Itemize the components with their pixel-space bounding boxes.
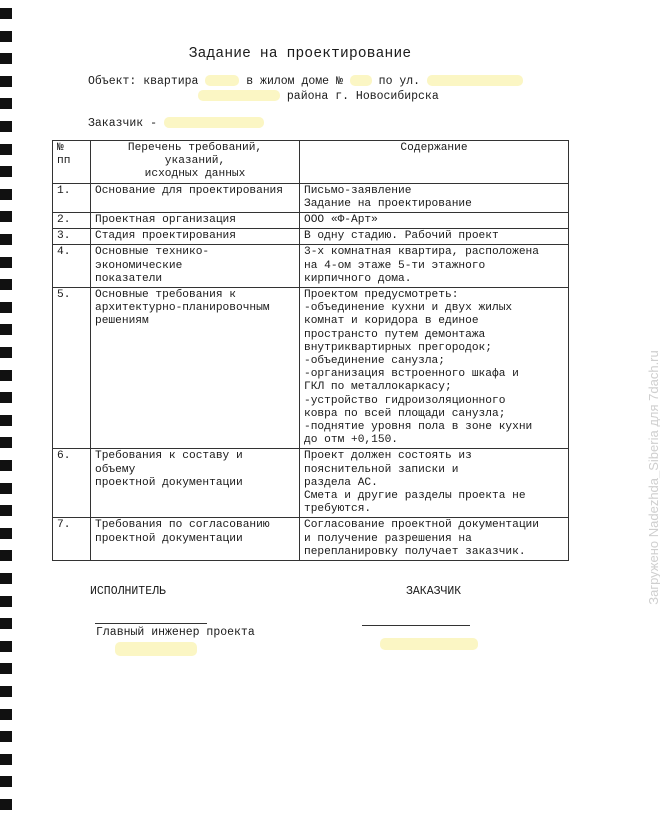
- document-title: Задание на проектирование: [188, 46, 412, 62]
- binding-hole: [0, 460, 12, 471]
- binding-hole: [0, 234, 12, 245]
- table-row: [53, 213, 569, 229]
- binding-hole: [0, 98, 12, 109]
- table-row: [53, 518, 569, 561]
- binding-hole: [0, 641, 12, 652]
- row-content: ООО «Ф-Арт»: [300, 213, 569, 229]
- object-in-house: в жилом доме №: [246, 75, 343, 88]
- binding-hole: [0, 437, 12, 448]
- binding-hole: [0, 76, 12, 87]
- table-row: [53, 288, 569, 449]
- binding-hole: [0, 8, 12, 19]
- binding-hole: [0, 505, 12, 516]
- binding-hole: [0, 709, 12, 720]
- row-num: 5.: [53, 288, 91, 449]
- row-content: Письмо-заявление Задание на проектирование: [300, 183, 569, 212]
- binding-hole: [0, 302, 12, 313]
- binding-hole: [0, 324, 12, 335]
- row-content: Проект должен состоять из пояснительной записки и раздела АС. Смета и другие разделы проекта не требуются.: [300, 449, 569, 518]
- redacted-district: [198, 90, 280, 101]
- redacted-street: [427, 75, 523, 86]
- row-requirement: Требования к составу и объему проектной документации: [91, 449, 300, 518]
- binding-hole: [0, 257, 12, 268]
- object-line-1: [88, 75, 523, 88]
- row-content: В одну стадию. Рабочий проект: [300, 229, 569, 245]
- binding-hole: [0, 144, 12, 155]
- binding-hole: [0, 686, 12, 697]
- binding-hole: [0, 550, 12, 561]
- object-street: по ул.: [378, 75, 421, 88]
- binding-hole: [0, 415, 12, 426]
- row-requirement: Стадия проектирования: [91, 229, 300, 245]
- requirements-table: [52, 140, 569, 561]
- binding-hole: [0, 166, 12, 177]
- row-requirement: Проектная организация: [91, 213, 300, 229]
- customer-signature-line: [362, 625, 470, 626]
- executor-label: ИСПОЛНИТЕЛЬ: [90, 585, 166, 598]
- binding-holes: [0, 0, 14, 825]
- header-list: Перечень требований, указаний, исходных данных: [91, 141, 300, 184]
- binding-hole: [0, 731, 12, 742]
- table-row: [53, 183, 569, 212]
- table-row: [53, 449, 569, 518]
- binding-hole: [0, 31, 12, 42]
- binding-hole: [0, 392, 12, 403]
- object-district: района г. Новосибирска: [286, 90, 439, 103]
- binding-hole: [0, 776, 12, 787]
- binding-hole: [0, 799, 12, 810]
- row-num: 3.: [53, 229, 91, 245]
- binding-hole: [0, 528, 12, 539]
- row-content: 3-х комнатная квартира, расположена на 4-ом этаже 5-ти этажного кирпичного дома.: [300, 245, 569, 288]
- redacted-house-number: [350, 75, 372, 86]
- header-content: Содержание: [300, 141, 569, 184]
- binding-hole: [0, 347, 12, 358]
- row-num: 4.: [53, 245, 91, 288]
- binding-hole: [0, 189, 12, 200]
- row-num: 7.: [53, 518, 91, 561]
- binding-hole: [0, 663, 12, 674]
- binding-hole: [0, 211, 12, 222]
- row-num: 2.: [53, 213, 91, 229]
- row-requirement: Требования по согласованию проектной документации: [91, 518, 300, 561]
- row-requirement: Основные требования к архитектурно-планировочным решениям: [91, 288, 300, 449]
- row-content: Проектом предусмотреть: -объединение кухни и двух жилых комнат и коридора в единое пространсто путем демонтажа внутриквартирных прегородок; -объединение санузла; -организация встроенного шкафа и ГКЛ по металлокаркасу; -устройство гидроизоляционного ковра по всей площади санузла; -поднятие уровня пола в зоне кухни до отм +0,150.: [300, 288, 569, 449]
- customer-label: Заказчик -: [88, 117, 158, 130]
- row-requirement: Основание для проектирования: [91, 183, 300, 212]
- binding-hole: [0, 121, 12, 132]
- table-header-row: [53, 141, 569, 184]
- binding-hole: [0, 279, 12, 290]
- redacted-executor-name: [115, 642, 197, 656]
- header-num: № пп: [53, 141, 91, 184]
- binding-hole: [0, 596, 12, 607]
- chief-engineer-label: Главный инженер проекта: [96, 626, 255, 639]
- binding-hole: [0, 754, 12, 765]
- table-row: [53, 229, 569, 245]
- table-row: [53, 245, 569, 288]
- redacted-apartment-number: [205, 75, 239, 86]
- row-content: Согласование проектной документации и получение разрешения на перепланировку получает заказчик.: [300, 518, 569, 561]
- customer-line: [88, 117, 264, 130]
- row-num: 6.: [53, 449, 91, 518]
- upload-watermark: Загружено Nadezhda_Siberia для 7dach.ru: [645, 350, 660, 605]
- row-requirement: Основные технико- экономические показатели: [91, 245, 300, 288]
- binding-hole: [0, 370, 12, 381]
- binding-hole: [0, 618, 12, 629]
- binding-hole: [0, 483, 12, 494]
- executor-signature-line: [95, 623, 207, 624]
- binding-hole: [0, 573, 12, 584]
- customer-sign-label: ЗАКАЗЧИК: [406, 585, 462, 598]
- redacted-customer-sign-name: [380, 638, 478, 651]
- object-prefix: Объект: квартира: [88, 75, 199, 88]
- row-num: 1.: [53, 183, 91, 212]
- redacted-customer-name: [164, 117, 264, 128]
- object-line-2: [198, 90, 439, 103]
